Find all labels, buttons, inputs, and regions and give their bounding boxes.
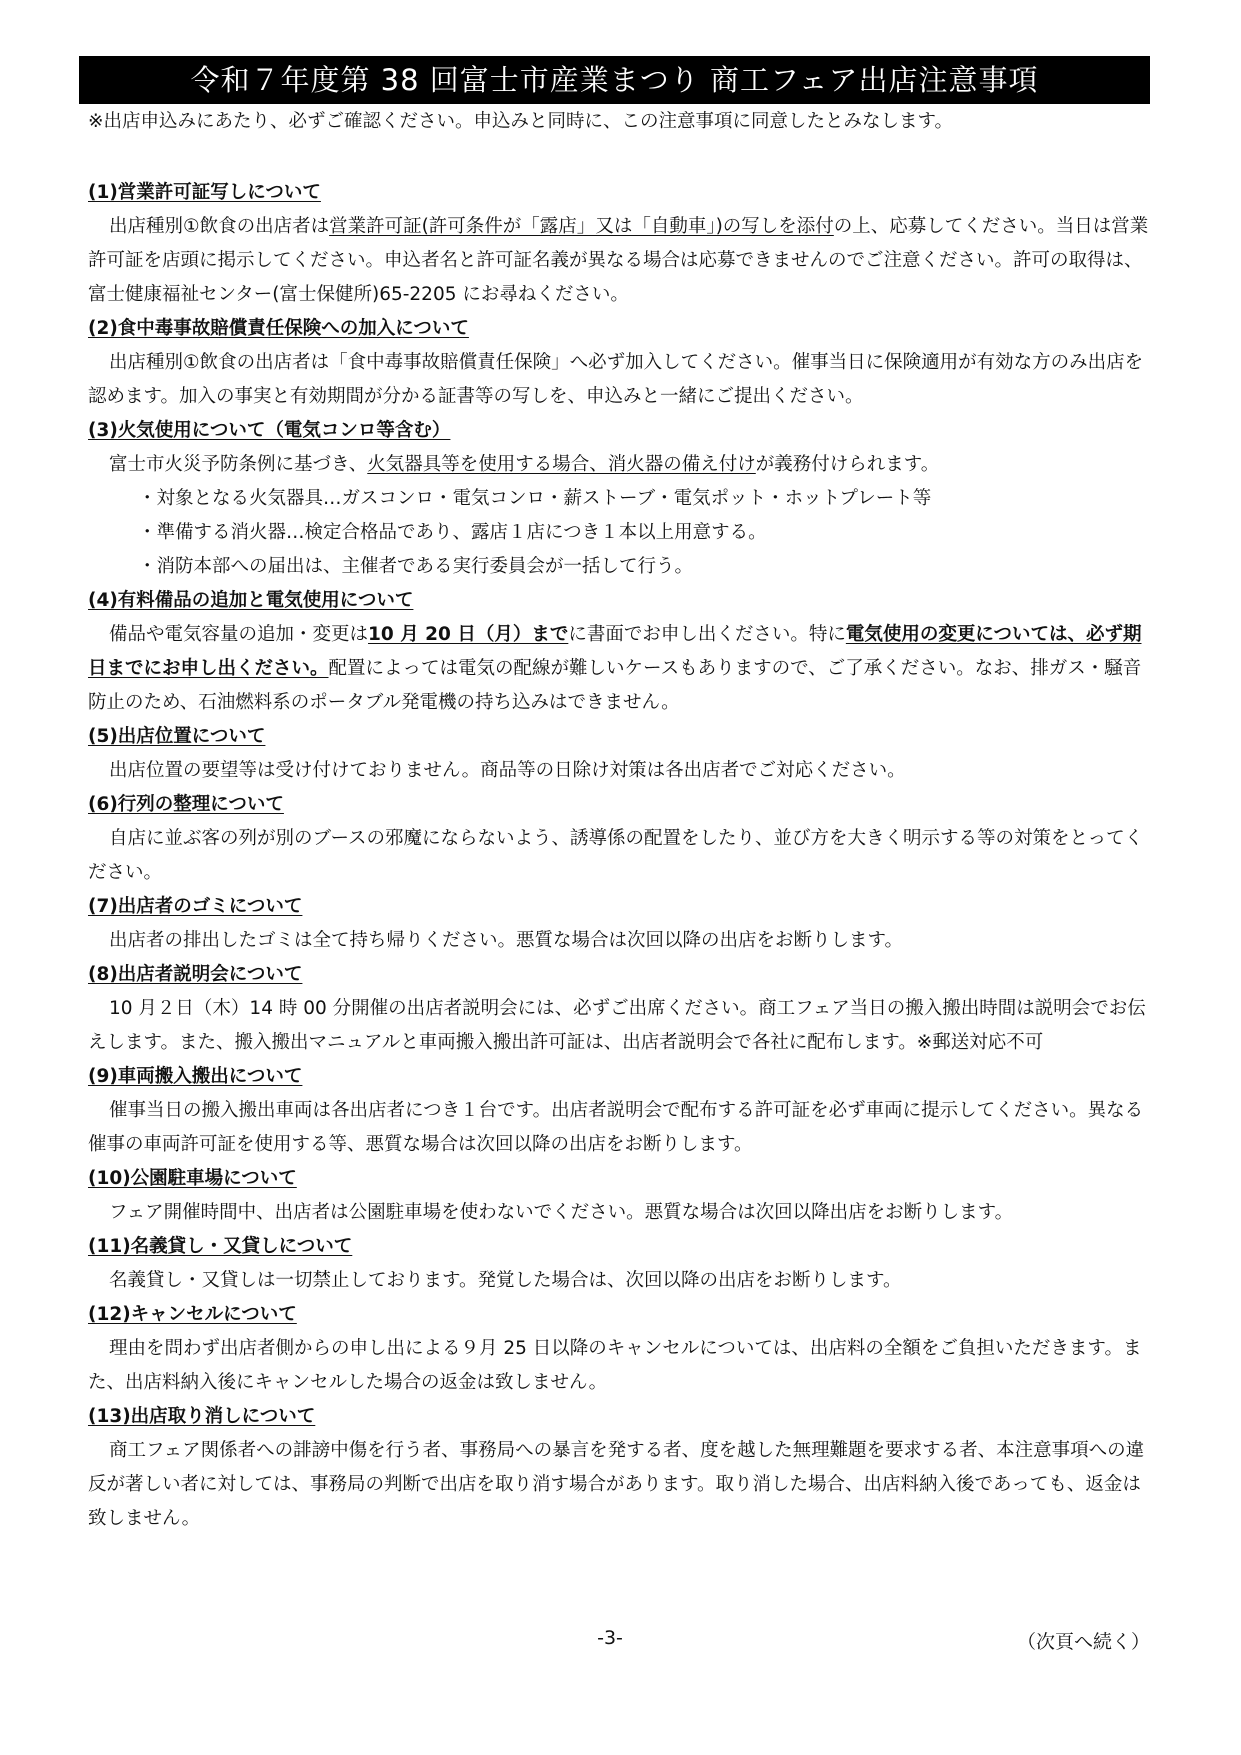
section-name-lending <box>88 1230 1150 1298</box>
underlined-text: 営業許可証(許可条件が「露店」又は「自動車」)の写しを添付 <box>329 216 834 237</box>
section-text: 出店種別①飲食の出店者は「食中毒事故賠償責任保険」へ必ず加入してください。催事当日に保険適用が有効な方のみ出店を認めます。加入の事実と有効期間が分かる証書等の写しを、申込みと一緒にご提出ください。 <box>88 352 1144 407</box>
section-heading: (2)食中毒事故賠償責任保険への加入について <box>88 318 469 339</box>
section-vehicle-loading <box>88 1060 1150 1162</box>
sections <box>88 176 1150 1536</box>
section-text: 出店位置の要望等は受け付けておりません。商品等の日除け対策は各出店者でご対応ください。 <box>109 760 906 781</box>
section-text: 自店に並ぶ客の列が別のブースの邪魔にならないよう、誘導係の配置をしたり、並び方を大きく明示する等の対策をとってください。 <box>88 828 1144 883</box>
section-text <box>88 448 1150 482</box>
section-booth-location <box>88 720 1150 788</box>
section-heading: (5)出店位置について <box>88 726 266 747</box>
section-text: 理由を問わず出店者側からの申し出による９月 25 日以降のキャンセルについては、出店料の全額をご負担いただきます。また、出店料納入後にキャンセルした場合の返金は致しません。 <box>88 1338 1142 1393</box>
section-exhibitor-briefing <box>88 958 1150 1060</box>
section-text: フェア開催時間中、出店者は公園駐車場を使わないでください。悪質な場合は次回以降出店をお断りします。 <box>109 1202 1014 1223</box>
section-fire-use <box>88 414 1150 584</box>
underlined-text: 火気器具等を使用する場合、消火器の備え付け <box>367 454 756 475</box>
section-text: 出店者の排出したゴミは全て持ち帰りください。悪質な場合は次回以降の出店をお断りします。 <box>109 930 904 951</box>
section-paid-equipment <box>88 584 1150 720</box>
section-text: 10 月２日（木）14 時 00 分開催の出店者説明会には、必ずご出席ください。商工フェア当日の搬入搬出時間は説明会でお伝えします。また、搬入搬出マニュアルと車両搬入搬出許可証は、出店者説明会で各社に配布します。※郵送対応不可 <box>88 998 1146 1053</box>
deadline-text: 10 月 20 日（月）まで <box>368 624 569 645</box>
section-heading: (1)営業許可証写しについて <box>88 182 321 203</box>
section-queue-management <box>88 788 1150 890</box>
section-heading: (11)名義貸し・又貸しについて <box>88 1236 353 1257</box>
section-park-parking <box>88 1162 1150 1230</box>
section-heading: (12)キャンセルについて <box>88 1304 297 1325</box>
section-garbage <box>88 890 1150 958</box>
section-heading: (7)出店者のゴミについて <box>88 896 303 917</box>
section-food-poisoning-insurance <box>88 312 1150 414</box>
document-title: 令和７年度第 38 回富士市産業まつり 商工フェア出店注意事項 <box>79 56 1150 104</box>
section-booth-revocation <box>88 1400 1150 1536</box>
emphasis-text: 電気使用の変更については、必ず期日までにお申し出ください。 <box>88 624 1142 679</box>
section-text: 名義貸し・又貸しは一切禁止しております。発覚した場合は、次回以降の出店をお断りします。 <box>109 1270 902 1291</box>
section-text <box>88 618 1150 720</box>
text-run: 配置によっては電気の配線が難しいケースもありますので、ご了承ください。なお、排ガス・騒音防止のため、石油燃料系のポータブル発電機の持ち込みはできません。 <box>88 658 1142 713</box>
text-run: 備品や電気容量の追加・変更は <box>109 624 369 645</box>
section-heading: (8)出店者説明会について <box>88 964 303 985</box>
text-run: が義務付けられます。 <box>755 454 940 475</box>
section-text <box>88 210 1150 312</box>
bullet-item: ・対象となる火気器具…ガスコンロ・電気コンロ・薪ストーブ・電気ポット・ホットプレート等 <box>138 488 932 509</box>
section-heading: (3)火気使用について（電気コンロ等含む） <box>88 420 451 441</box>
section-heading: (13)出店取り消しについて <box>88 1406 316 1427</box>
text-run: 富士市火災予防条例に基づき、 <box>109 454 368 475</box>
section-heading: (6)行列の整理について <box>88 794 284 815</box>
continued-note: （次頁へ続く） <box>1016 1631 1150 1653</box>
bullet-item: ・準備する消火器…検定合格品であり、露店１店につき１本以上用意する。 <box>138 522 767 543</box>
section-text: 商工フェア関係者への誹謗中傷を行う者、事務局への暴言を発する者、度を越した無理難題を要求する者、本注意事項への違反が著しい者に対しては、事務局の判断で出店を取り消す場合があります。取り消した場合、出店料納入後であっても、返金は致しません。 <box>88 1440 1145 1529</box>
section-heading: (4)有料備品の追加と電気使用について <box>88 590 414 611</box>
page-number: -3- <box>597 1627 623 1649</box>
consent-notice: ※出店申込みにあたり、必ずご確認ください。申込みと同時に、この注意事項に同意したとみなします。 <box>88 111 954 132</box>
section-text: 催事当日の搬入搬出車両は各出店者につき１台です。出店者説明会で配布する許可証を必ず車両に提示してください。異なる催事の車両許可証を使用する等、悪質な場合は次回以降の出店をお断りします。 <box>88 1100 1144 1155</box>
text-run: 出店種別①飲食の出店者は <box>109 216 330 237</box>
section-cancellation <box>88 1298 1150 1400</box>
section-business-permit <box>88 176 1150 312</box>
text-run: に書面でお申し出ください。特に <box>568 624 846 645</box>
section-heading: (10)公園駐車場について <box>88 1168 297 1189</box>
bullet-item: ・消防本部への届出は、主催者である実行委員会が一括して行う。 <box>138 556 694 577</box>
section-heading: (9)車両搬入搬出について <box>88 1066 303 1087</box>
text-run: の上、応募してください。当日は営業許可証を店頭に掲示してください。申込者名と許可証名義が異なる場合は応募できませんのでご注意ください。許可の取得は、富士健康福祉センター(富士保健所)65-2205 にお尋ねください。 <box>88 216 1149 305</box>
